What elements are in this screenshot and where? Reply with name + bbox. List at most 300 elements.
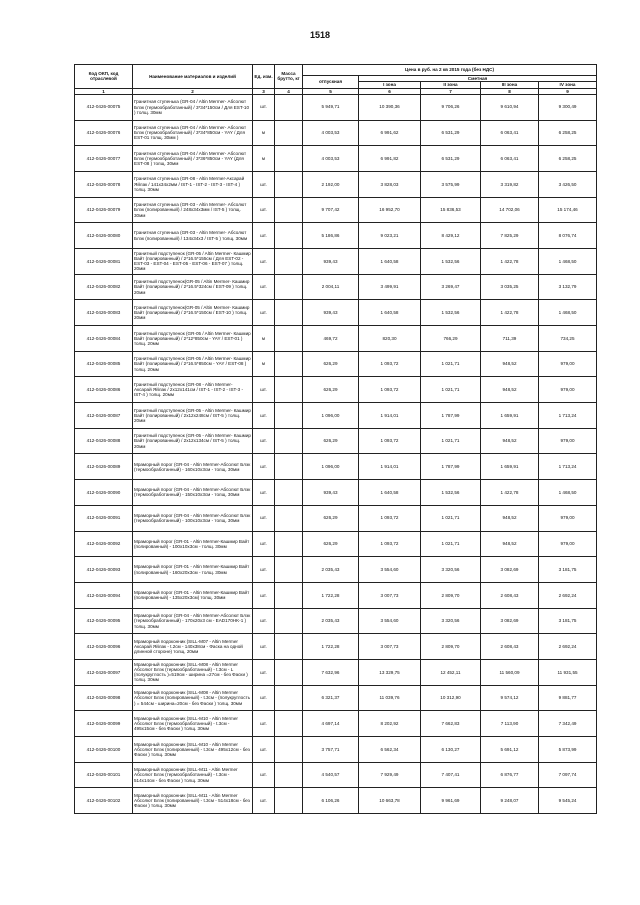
product-code: 412-0426-00093 [75, 557, 133, 583]
table-row [75, 480, 597, 506]
mass [275, 634, 303, 660]
product-name: Мраморный порог (GR-04 - Altin Mermer-Абсолют Блэк (термообработанный) - 170x20x3 см - EAD170HK-1 ) толщ. 30мм [133, 608, 253, 634]
product-code: 412-0426-00085 [75, 351, 133, 377]
price-zone-2: 3 320,56 [421, 557, 481, 583]
product-code: 412-0426-00081 [75, 248, 133, 274]
table-row [75, 737, 597, 763]
mass [275, 762, 303, 788]
price-zone-1: 13 329,75 [359, 659, 421, 685]
price-table [74, 64, 597, 814]
product-name: Гранитная ступенька (GR-03 - Altin Mermer- Абсолют Блэк (полированный) / 134x34x3 / IST-5 ) толщ. 30мм [133, 223, 253, 249]
unit: шт. [253, 403, 275, 429]
mass [275, 557, 303, 583]
table-row [75, 608, 597, 634]
table-row [75, 351, 597, 377]
product-name: Гранитный подступенок (GR-08 - Altin Mermer- Аксарай Яйлак / 2x12x141см / IST-1 - IST-2 - IST-3 - IST-4 ) толщ. 20мм [133, 377, 253, 403]
product-name: Мраморный порог (GR-04 - Altin Mermer-Абсолют Блэк (термообработанный) - 160x10x3см - толщ. 30мм [133, 454, 253, 480]
product-code: 412-0426-00084 [75, 326, 133, 352]
price-zone-1: 1 640,58 [359, 248, 421, 274]
mass [275, 274, 303, 300]
col-number: 8 [481, 88, 539, 94]
price-zone-2: 1 021,71 [421, 377, 481, 403]
product-code: 412-0426-00090 [75, 480, 133, 506]
unit: шт. [253, 197, 275, 223]
table-row [75, 120, 597, 146]
product-name: Мраморный подоконник (SILL-M07 - Altin Mermer Аксарай Яйлак - t.2см - 140x38см - Фаска на одной длинной стороне) толщ. 20мм [133, 634, 253, 660]
price-otpusk: 1 096,00 [303, 454, 359, 480]
price-zone-1: 1 093,72 [359, 351, 421, 377]
header-zone-3: III зона [481, 82, 539, 88]
price-otpusk: 626,29 [303, 377, 359, 403]
unit: шт. [253, 274, 275, 300]
product-name: Мраморный подоконник (SILL-M10 - Altin Mermer Абсолют Блэк (термообработанный) - t.3см - 495x15см - без Фаски ) толщ. 30мм [133, 711, 253, 737]
price-zone-1: 1 640,58 [359, 300, 421, 326]
price-zone-4: 7 097,74 [539, 762, 597, 788]
price-zone-4: 1 713,24 [539, 403, 597, 429]
price-zone-1: 1 640,58 [359, 480, 421, 506]
col-number: 5 [303, 88, 359, 94]
price-zone-1: 3 007,73 [359, 582, 421, 608]
product-code: 412-0426-00101 [75, 762, 133, 788]
price-zone-1: 3 828,03 [359, 171, 421, 197]
header-price-group: Цена в руб. на 2 кв 2015 года (без НДС) [303, 65, 597, 76]
unit: шт. [253, 94, 275, 120]
price-zone-1: 820,30 [359, 326, 421, 352]
price-zone-4: 3 181,75 [539, 608, 597, 634]
price-zone-4: 3 426,50 [539, 171, 597, 197]
col-number: 6 [359, 88, 421, 94]
product-code: 412-0426-00089 [75, 454, 133, 480]
price-zone-2: 7 407,41 [421, 762, 481, 788]
price-zone-3: 5 691,12 [481, 737, 539, 763]
price-zone-1: 1 093,72 [359, 377, 421, 403]
price-zone-4: 979,00 [539, 377, 597, 403]
product-code: 412-0426-00080 [75, 223, 133, 249]
price-zone-2: 6 130,27 [421, 737, 481, 763]
price-zone-4: 15 174,46 [539, 197, 597, 223]
unit: шт. [253, 223, 275, 249]
price-otpusk: 6 106,26 [303, 788, 359, 814]
price-otpusk: 6 321,37 [303, 685, 359, 711]
header-code: Код ОКП, код отраслевой [75, 65, 133, 89]
product-name: Мраморный порог (GR-01 - Altin Mermer-Кашмир Вайт (полированный) - 160x20x3см - толщ. 30мм [133, 557, 253, 583]
unit: шт. [253, 711, 275, 737]
table-row [75, 428, 597, 454]
price-otpusk: 5 949,71 [303, 94, 359, 120]
price-otpusk: 2 035,43 [303, 608, 359, 634]
table-row [75, 505, 597, 531]
price-zone-3: 1 659,91 [481, 403, 539, 429]
price-zone-3: 1 659,91 [481, 454, 539, 480]
product-name: Гранитный подступенок(GR-05 / Altin Mermer- Кашмир Вайт (полированный) / 2*16.5*150см / EST-10 ) толщ. 20мм [133, 300, 253, 326]
price-otpusk: 4 697,14 [303, 711, 359, 737]
product-name: Мраморный порог (GR-04 - Altin Mermer-Абсолют Блэк (термообработанный) - 150x10x3см - толщ. 30мм [133, 480, 253, 506]
price-zone-2: 1 532,56 [421, 248, 481, 274]
table-row [75, 685, 597, 711]
unit: шт. [253, 788, 275, 814]
price-zone-4: 734,25 [539, 326, 597, 352]
unit: шт. [253, 300, 275, 326]
price-zone-4: 9 881,77 [539, 685, 597, 711]
price-zone-4: 1 468,50 [539, 248, 597, 274]
unit: шт. [253, 428, 275, 454]
price-zone-3: 948,52 [481, 377, 539, 403]
price-zone-3: 6 063,41 [481, 146, 539, 172]
price-zone-2: 1 021,71 [421, 428, 481, 454]
table-row [75, 248, 597, 274]
product-code: 412-0426-00092 [75, 531, 133, 557]
price-zone-1: 1 914,01 [359, 403, 421, 429]
price-zone-4: 979,00 [539, 505, 597, 531]
price-zone-1: 6 562,34 [359, 737, 421, 763]
product-code: 412-0426-00087 [75, 403, 133, 429]
product-name: Гранитная ступенька (GR-03 - Altin Mermer- Абсолют Блэк (полированный) / 248x34x3мм / IST-5 ) толщ. 30мм [133, 197, 253, 223]
price-otpusk: 7 632,96 [303, 659, 359, 685]
price-zone-3: 3 082,69 [481, 557, 539, 583]
price-otpusk: 626,29 [303, 531, 359, 557]
table-row [75, 659, 597, 685]
mass [275, 737, 303, 763]
price-zone-3: 3 319,82 [481, 171, 539, 197]
unit: м [253, 120, 275, 146]
price-otpusk: 3 757,71 [303, 737, 359, 763]
price-zone-3: 9 248,07 [481, 788, 539, 814]
price-zone-4: 979,00 [539, 531, 597, 557]
price-zone-2: 9 961,69 [421, 788, 481, 814]
product-code: 412-0426-00088 [75, 428, 133, 454]
header-name: Наименование материалов и изделий [133, 65, 253, 89]
price-zone-3: 14 702,06 [481, 197, 539, 223]
header-unit: Ед. изм. [253, 65, 275, 89]
header-mass: Масса брутто, кг [275, 65, 303, 89]
price-zone-4: 2 692,24 [539, 634, 597, 660]
price-zone-1: 9 023,21 [359, 223, 421, 249]
product-code: 412-0426-00100 [75, 737, 133, 763]
mass [275, 711, 303, 737]
unit: м [253, 326, 275, 352]
price-otpusk: 4 003,53 [303, 120, 359, 146]
price-zone-4: 9 545,24 [539, 788, 597, 814]
unit: м [253, 146, 275, 172]
price-zone-2: 3 575,99 [421, 171, 481, 197]
mass [275, 300, 303, 326]
price-zone-2: 12 452,11 [421, 659, 481, 685]
price-zone-3: 1 422,78 [481, 480, 539, 506]
product-code: 412-0426-00102 [75, 788, 133, 814]
product-name: Гранитный подступенок (GR-05 / Altin Mermer- Кашмир Вайт (полированный) / 2*16.5*155см / Для EST-02 - EST-03 - EST-04 - EST-05 - EST-06 - EST-07 ) толщ. 20мм [133, 248, 253, 274]
price-zone-1: 10 663,78 [359, 788, 421, 814]
price-zone-2: 7 662,83 [421, 711, 481, 737]
unit: шт. [253, 608, 275, 634]
col-number: 9 [539, 88, 597, 94]
mass [275, 505, 303, 531]
product-name: Гранитный подступенок(GR-05 / Altin Mermer- Кашмир Вайт (полированный) / 2*16.5*324см / EST-09 ) толщ. 20мм [133, 274, 253, 300]
mass [275, 480, 303, 506]
unit: шт. [253, 248, 275, 274]
product-name: Гранитный подступенок (GR-05 / Altin Mermer- Кашмир Вайт (полированный) / 2*12*850см - YAY / EST-01 ) толщ. 20мм [133, 326, 253, 352]
product-name: Мраморный подоконник (SILL-M08 - Altin Mermer Абсолют Блэк (термообработанный) - t.3см - L (полукруглость )=519см - ширина =27см - без Фаски ) толщ. 30мм [133, 659, 253, 685]
price-zone-4: 1 713,24 [539, 454, 597, 480]
price-zone-2: 2 809,70 [421, 582, 481, 608]
price-zone-3: 2 608,43 [481, 634, 539, 660]
price-zone-4: 9 300,49 [539, 94, 597, 120]
price-zone-1: 1 914,01 [359, 454, 421, 480]
price-zone-1: 1 093,72 [359, 428, 421, 454]
price-zone-2: 1 021,71 [421, 531, 481, 557]
price-zone-2: 6 531,29 [421, 146, 481, 172]
product-code: 412-0426-00098 [75, 685, 133, 711]
header-zone-1: I зона [359, 82, 421, 88]
unit: шт. [253, 171, 275, 197]
price-zone-3: 711,39 [481, 326, 539, 352]
price-otpusk: 626,29 [303, 505, 359, 531]
price-otpusk: 939,43 [303, 248, 359, 274]
price-zone-3: 6 876,77 [481, 762, 539, 788]
price-zone-1: 6 991,62 [359, 120, 421, 146]
price-zone-4: 7 342,49 [539, 711, 597, 737]
product-code: 412-0426-00075 [75, 94, 133, 120]
price-zone-4: 3 181,75 [539, 557, 597, 583]
price-otpusk: 2 004,11 [303, 274, 359, 300]
mass [275, 531, 303, 557]
price-zone-2: 3 269,47 [421, 274, 481, 300]
product-code: 412-0426-00086 [75, 377, 133, 403]
price-zone-2: 15 836,53 [421, 197, 481, 223]
unit: шт. [253, 659, 275, 685]
product-name: Гранитная ступенька (GR-08 - Altin Mermer-Аксарай Яйлак / 141x34x2мм / IST-1 - IST-2 - IST-3 - IST-4 ) толщ. 30мм [133, 171, 253, 197]
price-zone-3: 3 082,69 [481, 608, 539, 634]
price-zone-3: 7 825,29 [481, 223, 539, 249]
unit: шт. [253, 634, 275, 660]
mass [275, 248, 303, 274]
page-number: 1518 [309, 30, 331, 40]
price-zone-2: 9 706,26 [421, 94, 481, 120]
unit: шт. [253, 454, 275, 480]
price-zone-4: 979,00 [539, 351, 597, 377]
unit: шт. [253, 762, 275, 788]
product-name: Гранитная ступенька (GR-04 / Altin Mermer- Абсолют Блэк (термообработанный) / 3*36*850см - YAY (Для EST-08 ) толщ. 30мм [133, 146, 253, 172]
price-zone-2: 1 021,71 [421, 351, 481, 377]
price-zone-4: 6 258,25 [539, 146, 597, 172]
price-zone-4: 11 931,55 [539, 659, 597, 685]
col-number: 3 [253, 88, 275, 94]
unit: м [253, 351, 275, 377]
product-name: Мраморный подоконник (SILL-M08 - Altin Mermer Абсолют Блэк (полированный) - t.3см - (полукруглость ) = 544см - ширина=20см - без Фаски ) толщ. 30мм [133, 685, 253, 711]
price-zone-2: 6 531,29 [421, 120, 481, 146]
mass [275, 197, 303, 223]
header-smeta: Сметная [359, 76, 597, 82]
product-name: Мраморный порог (GR-04 - Altin Mermer-Абсолют Блэк (термообработанный) - 100x10x3см - толщ. 30мм [133, 505, 253, 531]
price-zone-1: 10 390,36 [359, 94, 421, 120]
unit: шт. [253, 557, 275, 583]
price-zone-3: 6 063,41 [481, 120, 539, 146]
price-zone-2: 8 429,12 [421, 223, 481, 249]
product-name: Мраморный подоконник (SILL-M11 - Altin Mermer Абсолют Блэк (полированный) - t.3см - 514x18см - без Фаски ) толщ. 30мм [133, 788, 253, 814]
mass [275, 223, 303, 249]
price-zone-4: 5 873,99 [539, 737, 597, 763]
product-name: Гранитный подступенок (GR-05 / Altin Mermer- Кашмир Вайт (полированный) / 2*16.5*850см - YAY / EST-08 ) толщ. 20мм [133, 351, 253, 377]
mass [275, 659, 303, 685]
price-zone-2: 1 021,71 [421, 505, 481, 531]
price-otpusk: 626,29 [303, 351, 359, 377]
price-zone-3: 2 608,43 [481, 582, 539, 608]
unit: шт. [253, 480, 275, 506]
price-zone-3: 3 035,25 [481, 274, 539, 300]
price-zone-1: 3 499,91 [359, 274, 421, 300]
col-number: 4 [275, 88, 303, 94]
price-zone-4: 1 468,50 [539, 300, 597, 326]
price-zone-4: 6 258,25 [539, 120, 597, 146]
price-zone-3: 948,52 [481, 505, 539, 531]
table-row [75, 326, 597, 352]
mass [275, 608, 303, 634]
price-zone-2: 766,29 [421, 326, 481, 352]
price-otpusk: 4 003,53 [303, 146, 359, 172]
table-row [75, 403, 597, 429]
table-row [75, 557, 597, 583]
table-row [75, 300, 597, 326]
product-code: 412-0426-00097 [75, 659, 133, 685]
table-row [75, 531, 597, 557]
mass [275, 146, 303, 172]
unit: шт. [253, 531, 275, 557]
price-zone-3: 1 422,78 [481, 300, 539, 326]
price-zone-1: 7 929,49 [359, 762, 421, 788]
price-zone-2: 2 809,70 [421, 634, 481, 660]
price-otpusk: 9 707,42 [303, 197, 359, 223]
price-zone-2: 1 787,99 [421, 403, 481, 429]
price-zone-3: 1 422,78 [481, 248, 539, 274]
price-otpusk: 1 722,28 [303, 634, 359, 660]
mass [275, 454, 303, 480]
mass [275, 788, 303, 814]
price-zone-4: 3 132,79 [539, 274, 597, 300]
header-zone-4: IV зона [539, 82, 597, 88]
table-row [75, 711, 597, 737]
mass [275, 685, 303, 711]
price-otpusk: 939,43 [303, 300, 359, 326]
price-zone-3: 9 574,12 [481, 685, 539, 711]
price-zone-4: 2 692,24 [539, 582, 597, 608]
price-otpusk: 1 722,28 [303, 582, 359, 608]
unit: шт. [253, 582, 275, 608]
table-row [75, 94, 597, 120]
price-zone-1: 3 554,60 [359, 608, 421, 634]
table-row [75, 377, 597, 403]
unit: шт. [253, 505, 275, 531]
product-code: 412-0426-00095 [75, 608, 133, 634]
price-zone-2: 1 532,56 [421, 480, 481, 506]
price-zone-1: 8 202,92 [359, 711, 421, 737]
header-zone-2: II зона [421, 82, 481, 88]
mass [275, 120, 303, 146]
price-otpusk: 4 540,57 [303, 762, 359, 788]
mass [275, 582, 303, 608]
product-name: Гранитный подступенок (GR-05 - Altin Mermer- Кашмир Вайт (полированный) / 2x12x134см / IST-5 ) толщ. 20мм [133, 428, 253, 454]
product-name: Мраморный порог (GR-01 - Altin Mermer-Кашмир Вайт (полированный) - 100x10x3см - толщ. 30мм [133, 531, 253, 557]
header-otpusk: отпускная [303, 76, 359, 89]
price-zone-3: 11 560,09 [481, 659, 539, 685]
price-zone-3: 948,52 [481, 531, 539, 557]
product-name: Гранитная ступенька (GR-04 / Altin Mermer- Абсолют Блэк (термообработанный) / 3*34*150см / Для EST-10 ) толщ. 30мм [133, 94, 253, 120]
price-zone-1: 6 991,82 [359, 146, 421, 172]
price-zone-2: 1 787,99 [421, 454, 481, 480]
unit: шт. [253, 737, 275, 763]
table-row [75, 634, 597, 660]
price-zone-2: 10 312,90 [421, 685, 481, 711]
unit: шт. [253, 685, 275, 711]
table-row [75, 223, 597, 249]
product-code: 412-0426-00082 [75, 274, 133, 300]
price-zone-1: 3 554,60 [359, 557, 421, 583]
mass [275, 94, 303, 120]
price-zone-2: 1 532,56 [421, 300, 481, 326]
table-row [75, 197, 597, 223]
price-zone-1: 1 093,72 [359, 531, 421, 557]
table-row [75, 762, 597, 788]
price-zone-3: 948,52 [481, 351, 539, 377]
product-name: Мраморный подоконник (SILL-M11 - Altin Mermer Абсолют Блэк (термообработанный) - t.3см - 514x14см - без Фаски ) толщ. 30мм [133, 762, 253, 788]
mass [275, 326, 303, 352]
col-number: 2 [133, 88, 253, 94]
table-row [75, 146, 597, 172]
price-otpusk: 939,43 [303, 480, 359, 506]
price-zone-4: 979,00 [539, 428, 597, 454]
product-code: 412-0426-00077 [75, 146, 133, 172]
col-number: 7 [421, 88, 481, 94]
mass [275, 351, 303, 377]
product-code: 412-0426-00099 [75, 711, 133, 737]
product-name: Мраморный порог (GR-01 - Altin Mermer-Кашмир Вайт (полированный) - 135x20x3см) толщ. 30мм [133, 582, 253, 608]
product-name: Мраморный подоконник (SILL-M10 - Altin Mermer Абсолют Блэк (полированный) - t.3см - 495x12см - без Фаски ) толщ. 30мм [133, 737, 253, 763]
price-zone-1: 16 952,70 [359, 197, 421, 223]
table-row [75, 454, 597, 480]
price-zone-2: 3 320,56 [421, 608, 481, 634]
col-number: 1 [75, 88, 133, 94]
price-otpusk: 1 096,00 [303, 403, 359, 429]
product-name: Гранитная ступенька (GR-04 / Altin Mermer- Абсолют Блэк (термообработанный) / 3*34*850см - YAY / Для EST-01 толщ. 30мм ) [133, 120, 253, 146]
price-zone-1: 1 093,72 [359, 505, 421, 531]
price-zone-3: 948,52 [481, 428, 539, 454]
price-zone-1: 11 039,76 [359, 685, 421, 711]
product-code: 412-0426-00076 [75, 120, 133, 146]
price-otpusk: 2 035,43 [303, 557, 359, 583]
product-code: 412-0426-00079 [75, 197, 133, 223]
price-otpusk: 5 186,86 [303, 223, 359, 249]
unit: шт. [253, 377, 275, 403]
product-code: 412-0426-00094 [75, 582, 133, 608]
price-otpusk: 469,72 [303, 326, 359, 352]
table-row [75, 274, 597, 300]
table-row [75, 582, 597, 608]
mass [275, 377, 303, 403]
price-zone-1: 3 007,73 [359, 634, 421, 660]
product-name: Гранитный подступенок (GR-05 - Altin Mermer- Кашмир Вайт (полированный) / 2x12x248см / IST-5 ) толщ. 20мм [133, 403, 253, 429]
price-zone-3: 7 113,90 [481, 711, 539, 737]
price-zone-4: 8 076,74 [539, 223, 597, 249]
price-otpusk: 2 192,00 [303, 171, 359, 197]
price-otpusk: 626,29 [303, 428, 359, 454]
product-code: 412-0426-00083 [75, 300, 133, 326]
mass [275, 403, 303, 429]
mass [275, 171, 303, 197]
product-code: 412-0426-00096 [75, 634, 133, 660]
table-row [75, 788, 597, 814]
product-code: 412-0426-00078 [75, 171, 133, 197]
price-zone-3: 9 610,94 [481, 94, 539, 120]
table-row [75, 171, 597, 197]
price-zone-4: 1 468,50 [539, 480, 597, 506]
